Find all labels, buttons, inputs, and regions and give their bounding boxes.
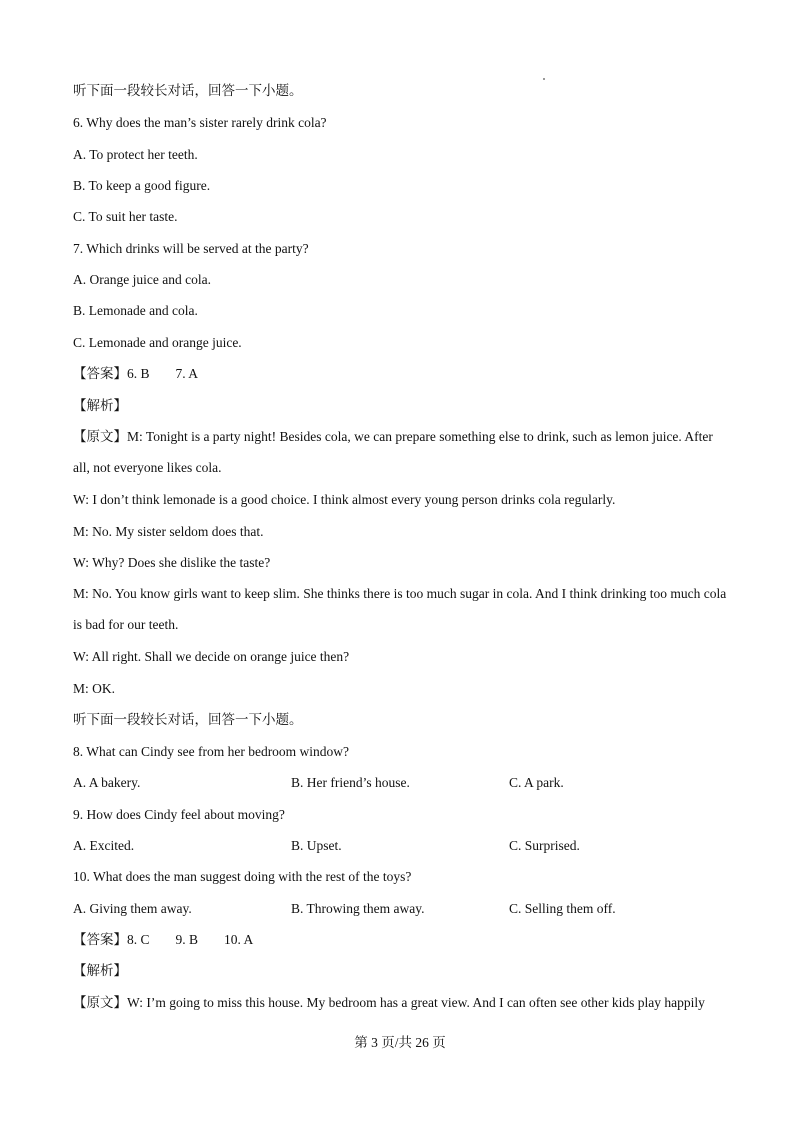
transcript-line: M: No. You know girls want to keep slim. She thinks there is too much sugar in cola. And I think drinking too much cola is bad for our teeth.	[73, 586, 727, 632]
section-intro: 听下面一段较长对话，回答一下小题。	[73, 712, 303, 727]
page-number: 第 3 页/共 26 页	[354, 1035, 446, 1050]
transcript-line: M: No. My sister seldom does that.	[73, 524, 264, 539]
transcript-line: 【原文】W: I’m going to miss this house. My bedroom has a great view. And I can often see other kids play happily	[73, 995, 705, 1010]
answer-8: 8. C	[127, 932, 150, 947]
answer-line-6-7	[73, 365, 216, 383]
answer-line-8-10	[73, 931, 271, 949]
transcript-line: W: Why? Does she dislike the taste?	[73, 555, 271, 570]
question-6-stem: 6. Why does the man’s sister rarely drink cola?	[73, 115, 327, 130]
question-10-options	[73, 900, 729, 918]
question-6-option-c: C. To suit her taste.	[73, 209, 178, 224]
question-7-stem: 7. Which drinks will be served at the party?	[73, 241, 309, 256]
answer-label: 【答案】	[73, 366, 127, 381]
question-9-options	[73, 837, 729, 855]
question-8-option-c: C. A park.	[509, 775, 564, 790]
question-7-option-a: A. Orange juice and cola.	[73, 272, 211, 287]
answer-9: 9. B	[175, 932, 199, 947]
answer-6: 6. B	[127, 366, 150, 381]
answer-7: 7. A	[175, 366, 199, 381]
question-7-option-b: B. Lemonade and cola.	[73, 303, 198, 318]
question-7-option-c: C. Lemonade and orange juice.	[73, 335, 242, 350]
question-6-option-b: B. To keep a good figure.	[73, 178, 211, 193]
scan-speck	[543, 78, 545, 80]
question-10-option-b: B. Throwing them away.	[291, 901, 425, 916]
analysis-label: 【解析】	[73, 963, 127, 978]
question-10-option-a: A. Giving them away.	[73, 901, 192, 916]
transcript-line: W: All right. Shall we decide on orange juice then?	[73, 649, 350, 664]
question-10-stem: 10. What does the man suggest doing with the rest of the toys?	[73, 869, 412, 884]
analysis-label: 【解析】	[73, 398, 127, 413]
answer-10: 10. A	[224, 932, 254, 947]
answer-label: 【答案】	[73, 932, 127, 947]
question-10-option-c: C. Selling them off.	[509, 901, 616, 916]
question-9-option-c: C. Surprised.	[509, 838, 580, 853]
question-8-option-a: A. A bakery.	[73, 775, 141, 790]
question-9-stem: 9. How does Cindy feel about moving?	[73, 807, 285, 822]
transcript-line: W: I don’t think lemonade is a good choice. I think almost every young person drinks cola regularly.	[73, 492, 616, 507]
question-6-option-a: A. To protect her teeth.	[73, 147, 198, 162]
transcript-line: M: OK.	[73, 681, 116, 696]
transcript-line: 【原文】M: Tonight is a party night! Besides cola, we can prepare something else to drink, such as lemon juice. After all, not everyone likes cola.	[73, 429, 713, 475]
section-intro: 听下面一段较长对话，回答一下小题。	[73, 83, 303, 98]
question-8-options	[73, 774, 729, 792]
question-9-option-a: A. Excited.	[73, 838, 135, 853]
question-9-option-b: B. Upset.	[291, 838, 342, 853]
question-8-option-b: B. Her friend’s house.	[291, 775, 410, 790]
question-8-stem: 8. What can Cindy see from her bedroom window?	[73, 744, 350, 759]
